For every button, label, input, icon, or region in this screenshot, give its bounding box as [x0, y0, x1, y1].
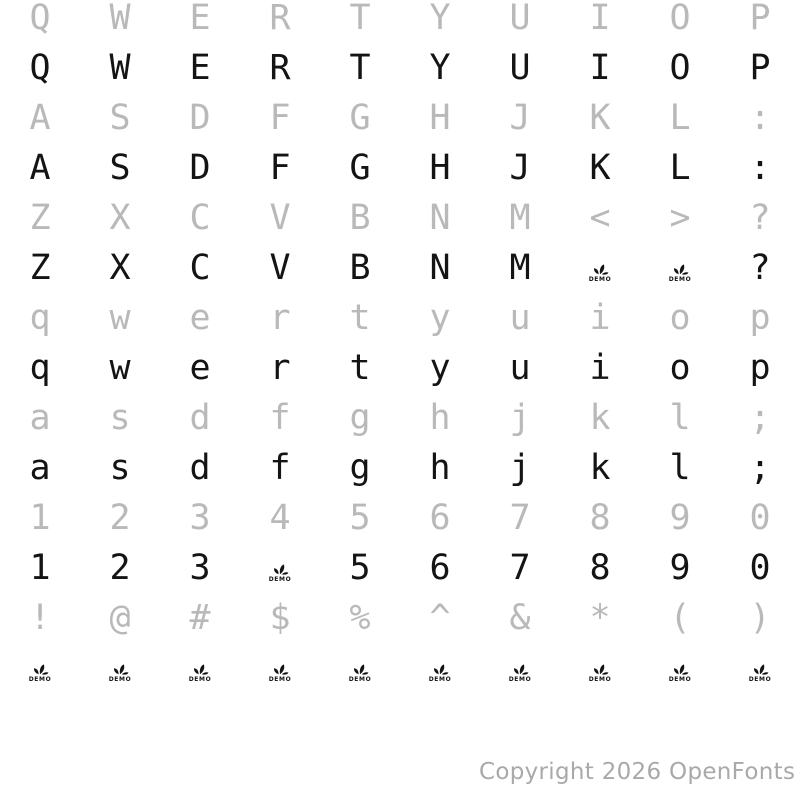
demo-splat-icon — [191, 663, 210, 676]
demo-label: DEMO — [668, 676, 692, 683]
glyph-cell: M — [509, 198, 531, 238]
demo-label: DEMO — [108, 676, 132, 683]
glyph-cell: S — [109, 148, 131, 188]
glyph-cell: F — [269, 148, 291, 188]
glyph-cell: g — [349, 398, 371, 438]
glyph-cell: d — [189, 398, 211, 438]
glyph-row — [0, 593, 800, 643]
glyph-cell: s — [109, 448, 131, 488]
glyph-cell: I — [589, 0, 611, 38]
glyph-cell: S — [109, 98, 131, 138]
glyph-cell: & — [509, 598, 531, 638]
glyph-cell — [640, 243, 720, 293]
glyph-row — [0, 0, 800, 43]
glyph-cell: M — [509, 248, 531, 288]
glyph-cell — [240, 543, 320, 593]
glyph-cell: D — [189, 148, 211, 188]
glyph-cell: C — [189, 248, 211, 288]
glyph-cell — [640, 643, 720, 693]
glyph-row — [0, 293, 800, 343]
glyph-cell: e — [189, 298, 211, 338]
demo-label: DEMO — [348, 676, 372, 683]
glyph-cell: j — [509, 398, 531, 438]
demo-glyph — [749, 663, 772, 683]
glyph-cell: K — [589, 148, 611, 188]
glyph-cell: ) — [749, 598, 771, 638]
glyph-cell: A — [29, 148, 51, 188]
glyph-cell: A — [29, 98, 51, 138]
demo-splat-icon — [591, 663, 610, 676]
demo-splat-icon — [591, 263, 610, 276]
glyph-cell: 0 — [749, 498, 771, 538]
demo-glyph — [29, 663, 52, 683]
glyph-cell: r — [269, 348, 291, 388]
demo-splat-icon — [511, 663, 530, 676]
demo-glyph — [429, 663, 452, 683]
glyph-cell: ( — [669, 598, 691, 638]
demo-label: DEMO — [28, 676, 52, 683]
demo-splat-icon — [751, 663, 770, 676]
glyph-cell: g — [349, 448, 371, 488]
demo-label: DEMO — [668, 276, 692, 283]
glyph-row — [0, 243, 800, 293]
glyph-cell: 8 — [589, 548, 611, 588]
glyph-row — [0, 193, 800, 243]
glyph-cell — [400, 643, 480, 693]
demo-glyph — [109, 663, 132, 683]
glyph-cell: X — [109, 198, 131, 238]
demo-label: DEMO — [428, 676, 452, 683]
glyph-cell: 1 — [29, 498, 51, 538]
glyph-row — [0, 493, 800, 543]
glyph-row — [0, 93, 800, 143]
glyph-cell: w — [109, 298, 131, 338]
glyph-cell: H — [429, 148, 451, 188]
glyph-cell: 3 — [189, 498, 211, 538]
glyph-cell: 1 — [29, 548, 51, 588]
glyph-cell: h — [429, 448, 451, 488]
glyph-cell — [0, 643, 80, 693]
glyph-cell: ^ — [429, 598, 451, 638]
demo-label: DEMO — [188, 676, 212, 683]
glyph-row — [0, 643, 800, 693]
glyph-cell: < — [589, 198, 611, 238]
glyph-cell: Z — [29, 198, 51, 238]
demo-glyph — [509, 663, 532, 683]
glyph-cell — [320, 643, 400, 693]
glyph-cell: o — [669, 298, 691, 338]
demo-glyph — [669, 263, 692, 283]
demo-splat-icon — [671, 663, 690, 676]
glyph-cell: Y — [429, 0, 451, 38]
glyph-cell: H — [429, 98, 451, 138]
demo-glyph — [669, 663, 692, 683]
demo-splat-icon — [271, 563, 290, 576]
glyph-cell: W — [109, 48, 131, 88]
glyph-cell: p — [749, 348, 771, 388]
glyph-cell: l — [669, 448, 691, 488]
glyph-cell: ? — [749, 198, 771, 238]
demo-label: DEMO — [268, 676, 292, 683]
glyph-cell — [80, 643, 160, 693]
glyph-cell: o — [669, 348, 691, 388]
glyph-row — [0, 393, 800, 443]
glyph-cell: p — [749, 298, 771, 338]
glyph-cell: G — [349, 148, 371, 188]
glyph-cell: X — [109, 248, 131, 288]
demo-splat-icon — [671, 263, 690, 276]
demo-glyph — [189, 663, 212, 683]
glyph-cell: T — [349, 0, 371, 38]
glyph-row — [0, 543, 800, 593]
glyph-cell: # — [189, 598, 211, 638]
glyph-cell: R — [269, 48, 291, 88]
glyph-cell — [160, 643, 240, 693]
glyph-cell: k — [589, 448, 611, 488]
demo-label: DEMO — [268, 576, 292, 583]
glyph-cell: W — [109, 0, 131, 38]
demo-glyph — [589, 263, 612, 283]
glyph-cell: J — [509, 98, 531, 138]
glyph-row — [0, 343, 800, 393]
glyph-cell: t — [349, 348, 371, 388]
glyph-cell: Y — [429, 48, 451, 88]
glyph-cell: K — [589, 98, 611, 138]
demo-splat-icon — [351, 663, 370, 676]
glyph-cell: T — [349, 48, 371, 88]
glyph-cell: u — [509, 298, 531, 338]
glyph-cell: 3 — [189, 548, 211, 588]
demo-label: DEMO — [588, 276, 612, 283]
glyph-cell: 0 — [749, 548, 771, 588]
glyph-cell: : — [749, 148, 771, 188]
glyph-cell: E — [189, 48, 211, 88]
glyph-cell: e — [189, 348, 211, 388]
demo-splat-icon — [431, 663, 450, 676]
glyph-cell: C — [189, 198, 211, 238]
glyph-row — [0, 143, 800, 193]
glyph-cell: O — [669, 48, 691, 88]
glyph-cell: 2 — [109, 548, 131, 588]
glyph-cell: R — [269, 0, 291, 38]
demo-glyph — [269, 663, 292, 683]
glyph-cell — [240, 643, 320, 693]
glyph-cell: l — [669, 398, 691, 438]
demo-glyph — [269, 563, 292, 583]
glyph-cell: > — [669, 198, 691, 238]
glyph-cell: k — [589, 398, 611, 438]
glyph-cell — [560, 243, 640, 293]
glyph-cell: F — [269, 98, 291, 138]
glyph-cell: Q — [29, 0, 51, 38]
glyph-cell: a — [29, 448, 51, 488]
glyph-cell: B — [349, 248, 371, 288]
glyph-cell: 6 — [429, 548, 451, 588]
glyph-cell: I — [589, 48, 611, 88]
glyph-cell: y — [429, 298, 451, 338]
glyph-cell: f — [269, 448, 291, 488]
glyph-cell: t — [349, 298, 371, 338]
glyph-cell: ? — [749, 248, 771, 288]
glyph-cell — [560, 643, 640, 693]
glyph-cell — [480, 643, 560, 693]
demo-label: DEMO — [588, 676, 612, 683]
glyph-cell: N — [429, 198, 451, 238]
glyph-row — [0, 443, 800, 493]
glyph-cell: L — [669, 148, 691, 188]
demo-splat-icon — [271, 663, 290, 676]
demo-splat-icon — [111, 663, 130, 676]
glyph-cell: V — [269, 198, 291, 238]
glyph-cell: D — [189, 98, 211, 138]
glyph-cell: 7 — [509, 498, 531, 538]
demo-label: DEMO — [748, 676, 772, 683]
glyph-cell: 5 — [349, 498, 371, 538]
glyph-cell: j — [509, 448, 531, 488]
glyph-cell: Z — [29, 248, 51, 288]
glyph-cell: L — [669, 98, 691, 138]
glyph-cell: O — [669, 0, 691, 38]
glyph-cell: P — [749, 48, 771, 88]
glyph-cell: @ — [109, 598, 131, 638]
glyph-cell: 7 — [509, 548, 531, 588]
glyph-cell: a — [29, 398, 51, 438]
glyph-cell: i — [589, 298, 611, 338]
glyph-cell: $ — [269, 598, 291, 638]
glyph-cell: ; — [749, 398, 771, 438]
glyph-cell: B — [349, 198, 371, 238]
glyph-cell: 8 — [589, 498, 611, 538]
glyph-cell: U — [509, 0, 531, 38]
glyph-cell: Q — [29, 48, 51, 88]
glyph-row — [0, 43, 800, 93]
glyph-cell: h — [429, 398, 451, 438]
glyph-cell: s — [109, 398, 131, 438]
glyph-cell: : — [749, 98, 771, 138]
glyph-cell: i — [589, 348, 611, 388]
glyph-cell: y — [429, 348, 451, 388]
glyph-cell: q — [29, 298, 51, 338]
glyph-cell: d — [189, 448, 211, 488]
glyph-cell: ; — [749, 448, 771, 488]
glyph-cell: 4 — [269, 498, 291, 538]
demo-glyph — [589, 663, 612, 683]
glyph-cell: 9 — [669, 548, 691, 588]
glyph-cell: w — [109, 348, 131, 388]
glyph-cell: r — [269, 298, 291, 338]
glyph-cell: * — [589, 598, 611, 638]
glyph-cell: ! — [29, 598, 51, 638]
glyph-cell: P — [749, 0, 771, 38]
glyph-cell: q — [29, 348, 51, 388]
copyright-text: Copyright 2026 OpenFonts — [479, 759, 796, 785]
demo-splat-icon — [31, 663, 50, 676]
glyph-cell: % — [349, 598, 371, 638]
glyph-cell: 2 — [109, 498, 131, 538]
glyph-cell: 5 — [349, 548, 371, 588]
glyph-cell: N — [429, 248, 451, 288]
demo-label: DEMO — [508, 676, 532, 683]
glyph-cell: E — [189, 0, 211, 38]
glyph-cell: U — [509, 48, 531, 88]
glyph-cell: G — [349, 98, 371, 138]
glyph-cell: f — [269, 398, 291, 438]
glyph-cell — [720, 643, 800, 693]
glyph-cell: 6 — [429, 498, 451, 538]
glyph-cell: V — [269, 248, 291, 288]
demo-glyph — [349, 663, 372, 683]
glyph-cell: J — [509, 148, 531, 188]
glyph-cell: 9 — [669, 498, 691, 538]
glyph-cell: u — [509, 348, 531, 388]
